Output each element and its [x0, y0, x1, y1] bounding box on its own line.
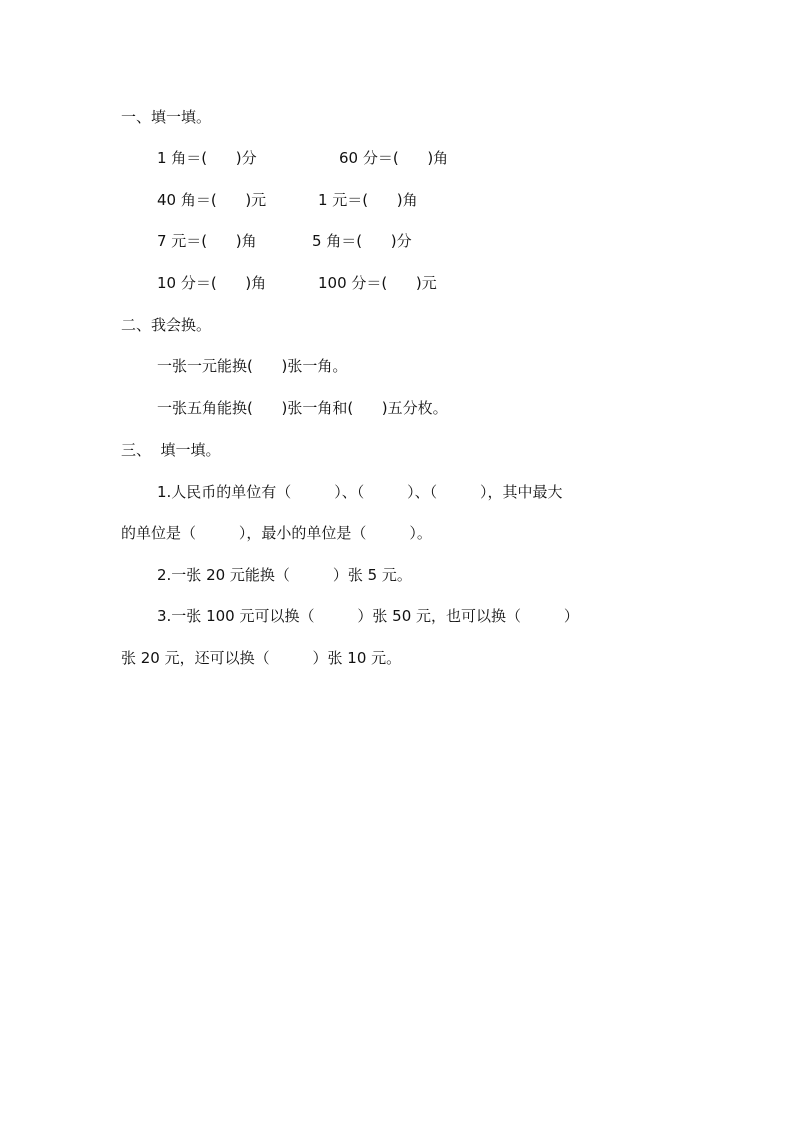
s1-row3-right: 5 角＝( )分 [312, 232, 412, 250]
s1-row3-left: 7 元＝( )角 [157, 232, 257, 250]
s2-item2: 一张五角能换( )张一角和( )五分枚。 [157, 399, 448, 417]
s1-row1-right: 60 分＝( )角 [339, 149, 449, 167]
s1-row2-left: 40 角＝( )元 [157, 191, 267, 209]
s3-q3-line2: 张 20 元，还可以换（ ）张 10 元。 [121, 649, 402, 667]
s1-row1-left: 1 角＝( )分 [157, 149, 257, 167]
s3-q3-line1: 3.一张 100 元可以换（ ）张 50 元，也可以换（ ） [157, 607, 579, 625]
section2-heading: 二、我会换。 [121, 316, 212, 334]
s1-row2-right: 1 元＝( )角 [318, 191, 418, 209]
s1-row4-left: 10 分＝( )角 [157, 274, 267, 292]
s2-item1: 一张一元能换( )张一角。 [157, 357, 348, 375]
s3-q1-line1: 1.人民币的单位有（ ）、（ ）、（ ），其中最大 [157, 483, 563, 501]
s1-row4-right: 100 分＝( )元 [318, 274, 437, 292]
s3-q1-line2: 的单位是（ ），最小的单位是（ ）。 [121, 524, 432, 542]
s3-q2: 2.一张 20 元能换（ ）张 5 元。 [157, 566, 412, 584]
section3-heading: 三、 填一填。 [121, 441, 221, 459]
section1-heading: 一、填一填。 [121, 108, 212, 126]
